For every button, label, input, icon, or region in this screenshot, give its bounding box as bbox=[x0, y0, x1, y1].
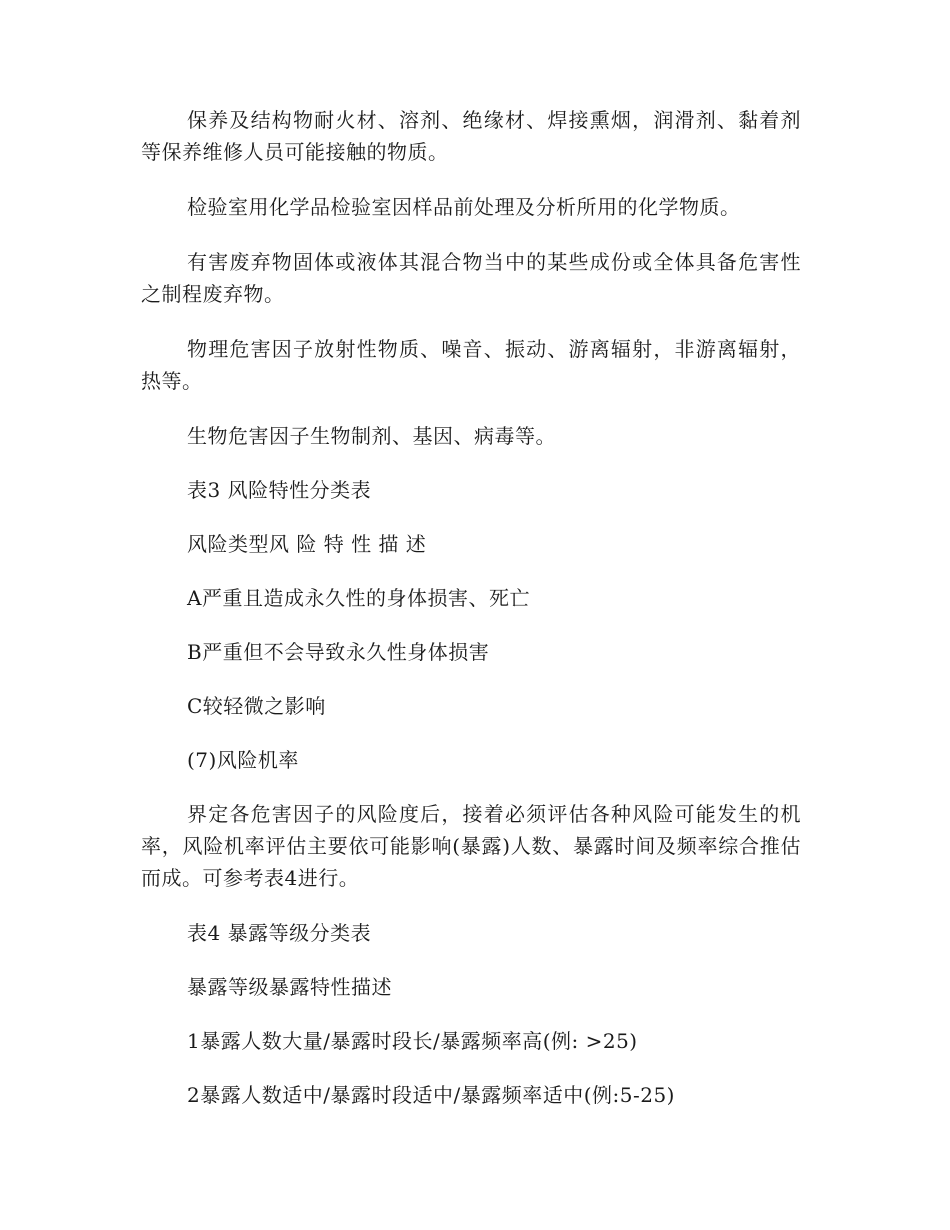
paragraph-biological-hazards: 生物危害因子生物制剂、基因、病毒等。 bbox=[187, 424, 556, 448]
table-4-title: 表4 暴露等级分类表 bbox=[187, 921, 372, 945]
table-3-title: 表3 风险特性分类表 bbox=[187, 478, 372, 502]
table-4-header: 暴露等级暴露特性描述 bbox=[187, 975, 392, 999]
paragraph-maintenance-materials: 保养及结构物耐火材、溶剂、绝缘材、焊接熏烟，润滑剂、黏着剂等保养维修人员可能接触的物质。 bbox=[141, 108, 801, 164]
risk-level-b: B严重但不会导致永久性身体损害 bbox=[187, 640, 490, 664]
risk-level-a: A严重且造成永久性的身体损害、死亡 bbox=[187, 586, 530, 610]
table-3-header: 风险类型风 险 特 性 描 述 bbox=[187, 532, 427, 556]
risk-level-c: C较轻微之影响 bbox=[187, 694, 326, 718]
paragraph-lab-chemicals: 检验室用化学品检验室因样品前处理及分析所用的化学物质。 bbox=[187, 195, 741, 219]
exposure-level-1: 1暴露人数大量/暴露时段长/暴露频率高(例: >25) bbox=[187, 1029, 638, 1053]
paragraph-hazardous-waste: 有害废弃物固体或液体其混合物当中的某些成份或全体具备危害性之制程废弃物。 bbox=[141, 250, 801, 306]
paragraph-physical-hazards: 物理危害因子放射性物质、噪音、振动、游离辐射，非游离辐射，热等。 bbox=[141, 337, 801, 393]
section-heading-risk-probability: (7)风险机率 bbox=[187, 748, 299, 772]
paragraph-risk-probability: 界定各危害因子的风险度后，接着必须评估各种风险可能发生的机率，风险机率评估主要依可能影响(暴露)人数、暴露时间及频率综合推估而成。可参考表4进行。 bbox=[141, 802, 801, 890]
exposure-level-2: 2暴露人数适中/暴露时段适中/暴露频率适中(例:5-25) bbox=[187, 1083, 675, 1107]
document-body bbox=[141, 104, 801, 1111]
